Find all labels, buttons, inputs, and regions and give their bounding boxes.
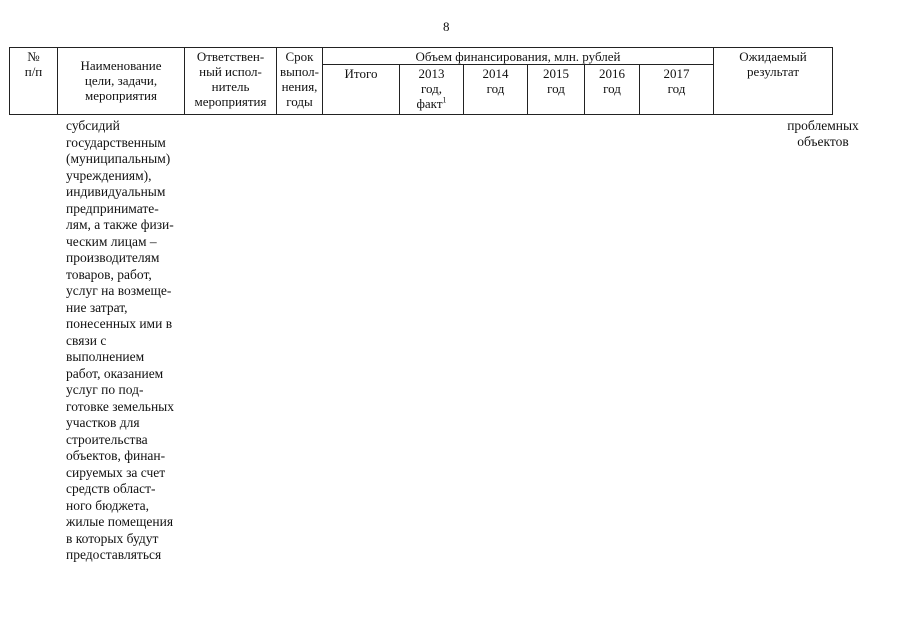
expected-result: проблемных объектов: [787, 118, 859, 149]
header-2016: 2016 год: [585, 65, 640, 115]
header-responsible: Ответствен- ный испол- нитель мероприятия: [185, 48, 277, 115]
header-total: Итого: [323, 65, 400, 115]
footnote-marker: 1: [442, 95, 447, 105]
header-2013: 2013 год, факт$^1$: [400, 65, 464, 115]
header-2015: 2015 год: [528, 65, 585, 115]
header-financing: Объем финансирования, млн. рублей: [323, 48, 714, 65]
header-result: Ожидаемый результат: [714, 48, 833, 115]
measure-description: субсидий государственным (муниципальным) учреждениям), индивидуальным предпринимате- лям, а также физи- ческим лицам – производителям товаров, работ, услуг на возмеще- ние затрат, понесенных ими в связи с выполнением работ, оказанием услуг по под- готовке земельных участков для строительства объектов, финан- сируемых за счет средств област- ного бюджета, жилые помещения в которых будут предоставляться: [66, 118, 175, 562]
header-num: № п/п: [10, 48, 58, 115]
header-2014: 2014 год: [464, 65, 528, 115]
header-table: [9, 47, 833, 115]
page-number: 8: [443, 19, 450, 34]
header-2017: 2017 год: [640, 65, 714, 115]
header-name: Наименование цели, задачи, мероприятия: [58, 48, 185, 115]
header-term: Срок выпол- нения, годы: [277, 48, 323, 115]
